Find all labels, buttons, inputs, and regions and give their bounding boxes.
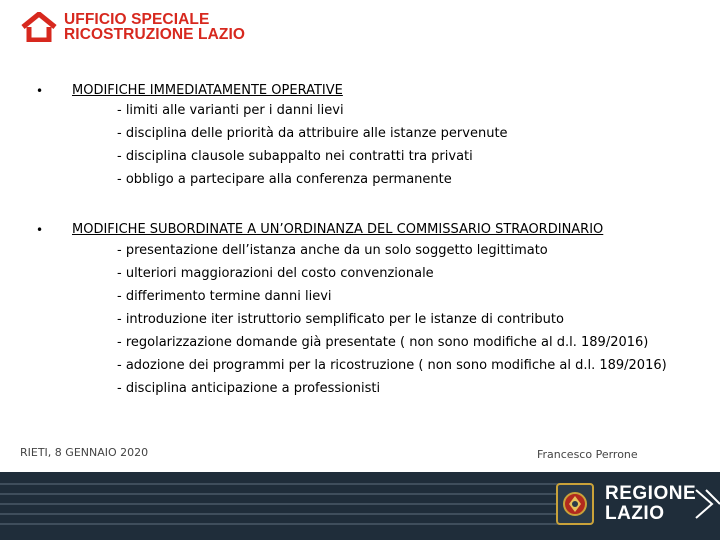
office-logo — [20, 12, 245, 42]
brand-text — [605, 484, 696, 524]
section-heading: MODIFICHE IMMEDIATAMENTE OPERATIVE — [72, 83, 343, 98]
logo-text — [64, 12, 245, 42]
list-item: - limiti alle varianti per i danni lievi — [117, 103, 344, 118]
bottom-bar — [0, 472, 720, 540]
brand-line-2: LAZIO — [605, 503, 665, 524]
list-item: - regolarizzazione domande già presentate ( non sono modifiche al d.l. 189/2016) — [117, 335, 649, 350]
regione-lazio-brand — [555, 482, 720, 526]
list-item: - adozione dei programmi per la ricostruzione ( non sono modifiche al d.l. 189/2016) — [117, 358, 667, 373]
chevron-right-icon — [692, 486, 720, 522]
section-immediate — [36, 81, 508, 191]
list-item: - introduzione iter istruttorio semplificato per le istanze di contributo — [117, 312, 564, 327]
footer-author: Francesco Perrone — [537, 448, 638, 461]
list-item: - presentazione dell’istanza anche da un solo soggetto legittimato — [117, 243, 548, 258]
item-list — [36, 99, 508, 191]
list-item: - differimento termine danni lievi — [117, 289, 332, 304]
bullet: • — [36, 84, 44, 98]
logo-line-2: RICOSTRUZIONE LAZIO — [64, 26, 246, 43]
list-item: - disciplina delle priorità da attribuire alle istanze pervenute — [117, 126, 508, 141]
list-item: - ulteriori maggiorazioni del costo convenzionale — [117, 266, 434, 281]
coat-of-arms-icon — [555, 482, 595, 526]
list-item: - disciplina clausole subappalto nei contratti tra privati — [117, 149, 473, 164]
house-icon — [20, 12, 58, 42]
section-heading: MODIFICHE SUBORDINATE A UN’ORDINANZA DEL COMMISSARIO STRAORDINARIO — [72, 222, 604, 237]
decorative-stripes — [0, 472, 560, 540]
section-subordinate — [36, 220, 667, 400]
list-item: - obbligo a partecipare alla conferenza permanente — [117, 172, 452, 187]
logo-line-1: UFFICIO SPECIALE — [64, 11, 210, 28]
item-list — [36, 239, 667, 400]
bullet: • — [36, 223, 44, 237]
list-item: - disciplina anticipazione a professionisti — [117, 381, 381, 396]
brand-line-1: REGIONE — [605, 483, 697, 504]
footer-date: RIETI, 8 GENNAIO 2020 — [20, 446, 149, 459]
